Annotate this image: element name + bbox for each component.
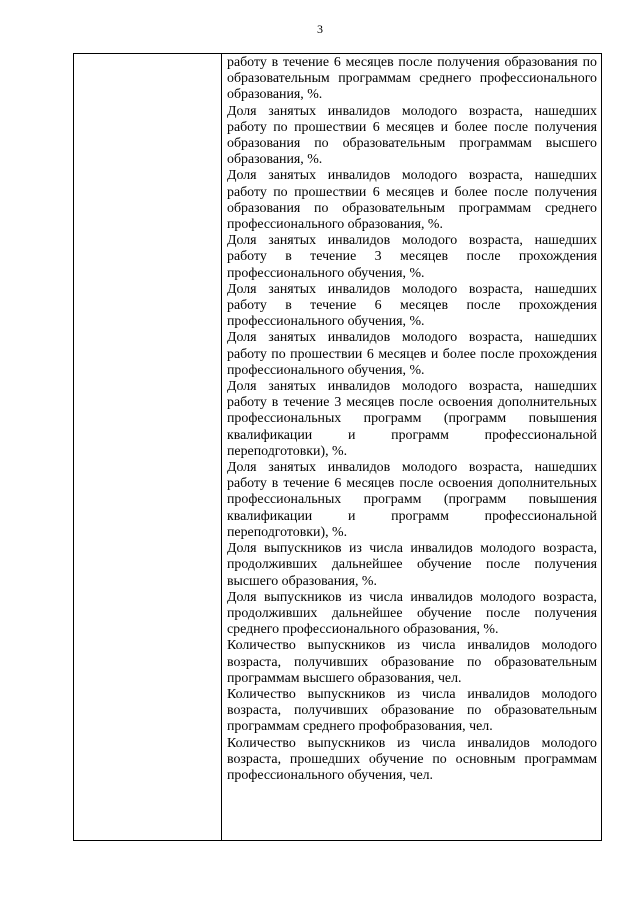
indicator-paragraph: Количество выпускников из числа инвалидов молодого возраста, получивших образование по образовательным программам высшего образования, чел. xyxy=(227,638,597,686)
indicator-paragraph: Доля занятых инвалидов молодого возраста, нашедших работу в течение 6 месяцев после прохождения профессионального обучения, %. xyxy=(227,281,597,330)
indicator-paragraph: Доля занятых инвалидов молодого возраста, нашедших работу по прошествии 6 месяцев и более после получения образования по образовательным программам среднего профессионального образования, %. xyxy=(227,168,597,233)
indicator-paragraph: Доля занятых инвалидов молодого возраста, нашедших работу в течение 6 месяцев после освоения дополнительных профессиональных программ (программ повышения квалификации и программ профессиональной переподготовки), %. xyxy=(227,460,597,540)
page-number: 3 xyxy=(317,22,323,36)
indicator-paragraph: Доля выпускников из числа инвалидов молодого возраста, продолживших дальнейшее обучение после получения среднего профессионального образования, %. xyxy=(227,589,597,638)
document-table xyxy=(73,53,602,841)
indicator-paragraph: Доля занятых инвалидов молодого возраста, нашедших работу в течение 3 месяцев после освоения дополнительных профессиональных программ (программ повышения квалификации и программ профессиональной переподготовки), %. xyxy=(227,379,597,459)
indicator-paragraph: Доля занятых инвалидов молодого возраста, нашедших работу по прошествии 6 месяцев и более после получения образования по образовательным программам высшего образования, %. xyxy=(227,103,597,168)
indicator-paragraph: Количество выпускников из числа инвалидов молодого возраста, получивших образование по образовательным программам среднего профобразования, чел. xyxy=(227,686,597,735)
indicator-paragraph: работу в течение 6 месяцев после получения образования по образовательным программам среднего профессионального образования, %. xyxy=(227,55,597,103)
indicator-paragraph: Количество выпускников из числа инвалидов молодого возраста, прошедших обучение по основным программам профессионального обучения, чел. xyxy=(227,735,597,783)
table-left-cell xyxy=(74,54,222,840)
indicator-paragraph: Доля занятых инвалидов молодого возраста, нашедших работу в течение 3 месяцев после прохождения профессионального обучения, %. xyxy=(227,233,597,281)
indicator-paragraph: Доля занятых инвалидов молодого возраста, нашедших работу по прошествии 6 месяцев и более после прохождения профессионального обучения, %. xyxy=(227,330,597,378)
indicator-paragraph: Доля выпускников из числа инвалидов молодого возраста, продолживших дальнейшее обучение после получения высшего образования, %. xyxy=(227,541,597,589)
table-right-cell xyxy=(222,54,601,840)
